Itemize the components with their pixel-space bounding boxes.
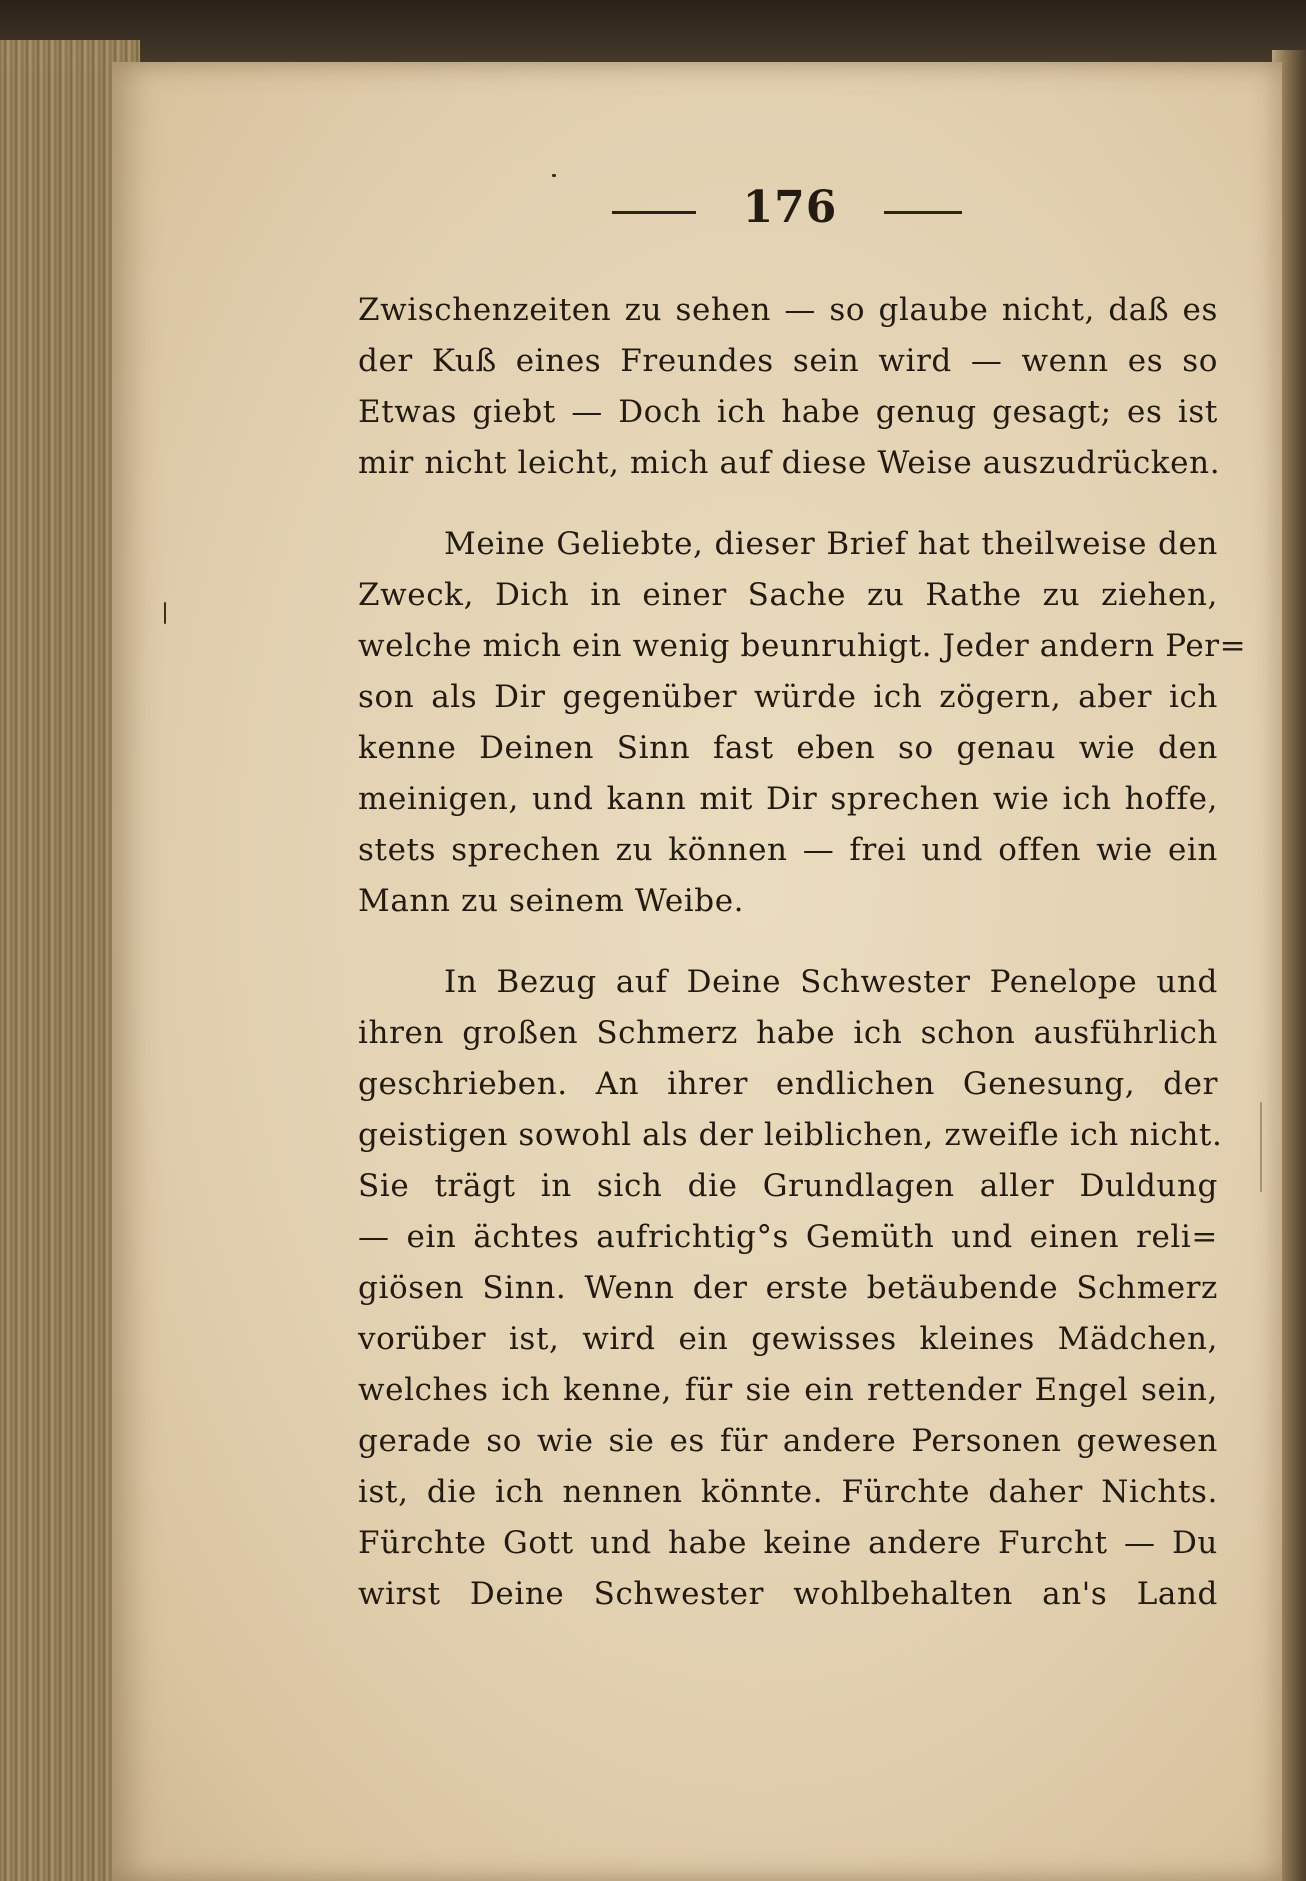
header-rule-right [884,211,962,214]
body-text [358,285,1247,1620]
paper-speck [164,602,166,624]
text-line: meinigen, und kann mit Dir sprechen wie ich hoffe, [358,781,1218,817]
text-line: kenne Deinen Sinn fast eben so genau wie den [358,730,1218,766]
text-line: son als Dir gegenüber würde ich zögern, aber ich [358,679,1218,715]
text-line: Zwischenzeiten zu sehen — so glaube nicht, daß es [358,292,1218,328]
text-line: mir nicht leicht, mich auf diese Weise auszudrücken. [358,445,1221,481]
text-line: ist, die ich nennen könnte. Fürchte daher Nichts. [358,1474,1218,1510]
text-line: wirst Deine Schwester wohlbehalten an's Land [358,1576,1218,1612]
text-line: vorüber ist, wird ein gewisses kleines Mädchen, [358,1321,1218,1357]
text-line: giösen Sinn. Wenn der erste betäubende Schmerz [358,1270,1218,1306]
text-line: — ein ächtes aufrichtig°s Gemüth und einen reli= [358,1219,1218,1255]
text-line: gerade so wie sie es für andere Personen gewesen [358,1423,1218,1459]
header-rule-left [612,211,696,214]
paper-speck [552,174,556,177]
text-line: welches ich kenne, für sie ein rettender Engel sein, [358,1372,1218,1408]
text-line: geistigen sowohl als der leiblichen, zweifle ich nicht. [358,1117,1223,1153]
text-line: Etwas giebt — Doch ich habe genug gesagt; es ist [358,394,1218,430]
text-line: Fürchte Gott und habe keine andere Furcht — Du [358,1525,1218,1561]
paragraph-gap [358,489,1218,519]
text-line: In Bezug auf Deine Schwester Penelope und [444,964,1218,1000]
text-line: stets sprechen zu können — frei und offen wie ein [358,832,1218,868]
text-line: geschrieben. An ihrer endlichen Genesung, der [358,1066,1218,1102]
text-line: Meine Geliebte, dieser Brief hat theilweise den [444,526,1218,562]
text-line: Mann zu seinem Weibe. [358,883,745,919]
paper-crease [1260,1102,1262,1192]
paragraph-gap [358,927,1218,957]
text-line: Zweck, Dich in einer Sache zu Rathe zu ziehen, [358,577,1218,613]
text-line: ihren großen Schmerz habe ich schon ausführlich [358,1015,1218,1051]
text-line: der Kuß eines Freundes sein wird — wenn es so [358,343,1218,379]
book-top-edge [0,0,1306,70]
text-line: Sie trägt in sich die Grundlagen aller Duldung [358,1168,1218,1204]
page-number: 176 [742,182,838,233]
text-line: welche mich ein wenig beunruhigt. Jeder andern Per= [358,628,1247,664]
page-header [0,178,1306,238]
